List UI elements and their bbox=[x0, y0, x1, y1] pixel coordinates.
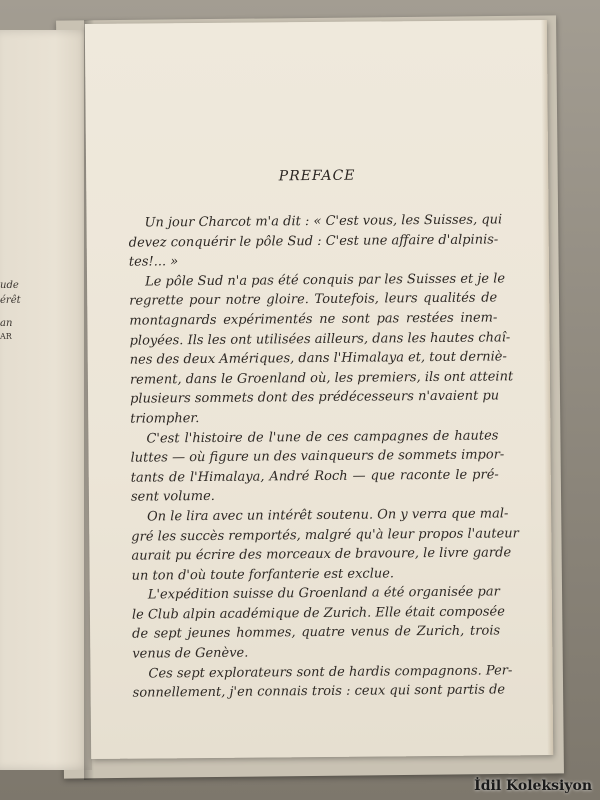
preface-text bbox=[128, 210, 519, 703]
text-line: le Club alpin académique de Zurich. Elle était composée bbox=[131, 604, 505, 623]
text-line: montagnards expérimentés ne sont pas restées inem- bbox=[129, 310, 498, 329]
text-line: plusieurs sommets dont des prédécesseurs n'avaient pu bbox=[130, 388, 500, 407]
text-line: de sept jeunes hommes, quatre venus de Zurich, trois bbox=[132, 623, 501, 643]
text-line: venus de Genève. bbox=[132, 645, 249, 662]
text-line: ployées. Ils les ont utilisées ailleurs, dans les hautes chaî- bbox=[129, 329, 511, 349]
text-line: C'est l'histoire de l'une de ces campagnes de hautes bbox=[146, 427, 499, 447]
text-line: Le pôle Sud n'a pas été conquis par les Suisses et je le bbox=[144, 271, 506, 290]
text-line: tants de l'Himalaya, André Roch — que raconte le pré- bbox=[130, 467, 499, 486]
text-line: rement, dans le Groenland où, les premiers, ils ont atteint bbox=[129, 369, 514, 388]
text-line: aurait pu écrire des morceaux de bravoure, le livre garde bbox=[131, 545, 512, 564]
text-line: nes des deux Amériques, dans l'Himalaya et, tout derniè- bbox=[129, 349, 507, 368]
left-page-fragment: érêt bbox=[0, 295, 21, 306]
right-page bbox=[85, 20, 553, 759]
left-page-fragment: ude bbox=[0, 280, 19, 291]
left-page-fragment: AR bbox=[0, 332, 12, 341]
text-line: un ton d'où toute forfanterie est exclue. bbox=[131, 566, 395, 584]
text-line: sent volume. bbox=[130, 489, 215, 505]
text-line: L'expédition suisse du Groenland a été organisée par bbox=[147, 584, 500, 603]
text-line: luttes — où figure un des vainqueurs de sommets impor- bbox=[130, 447, 505, 466]
left-page-fragment: an bbox=[0, 318, 13, 329]
text-line: triompher. bbox=[130, 410, 200, 427]
text-line: devez conquérir le pôle Sud : C'est une affaire d'alpinis- bbox=[128, 232, 499, 251]
text-line: tes!... » bbox=[128, 254, 179, 270]
page-title: PREFACE bbox=[278, 167, 356, 185]
text-line: Ces sept explorateurs sont de hardis compagnons. Per- bbox=[148, 662, 513, 682]
text-line: sonnellement, j'en connais trois : ceux qui sont partis de bbox=[132, 682, 506, 701]
watermark: İdil Koleksiyon bbox=[474, 778, 592, 794]
left-page bbox=[0, 30, 92, 770]
text-line: On le lira avec un intérêt soutenu. On y verra que mal- bbox=[147, 506, 509, 525]
text-line: Un jour Charcot m'a dit : « C'est vous, les Suisses, qui bbox=[144, 212, 503, 231]
text-line: gré les succès remportés, malgré qu'à leur propos l'auteur bbox=[131, 525, 519, 545]
text-line: regrette pour notre gloire. Toutefois, leurs qualités de bbox=[129, 290, 498, 310]
